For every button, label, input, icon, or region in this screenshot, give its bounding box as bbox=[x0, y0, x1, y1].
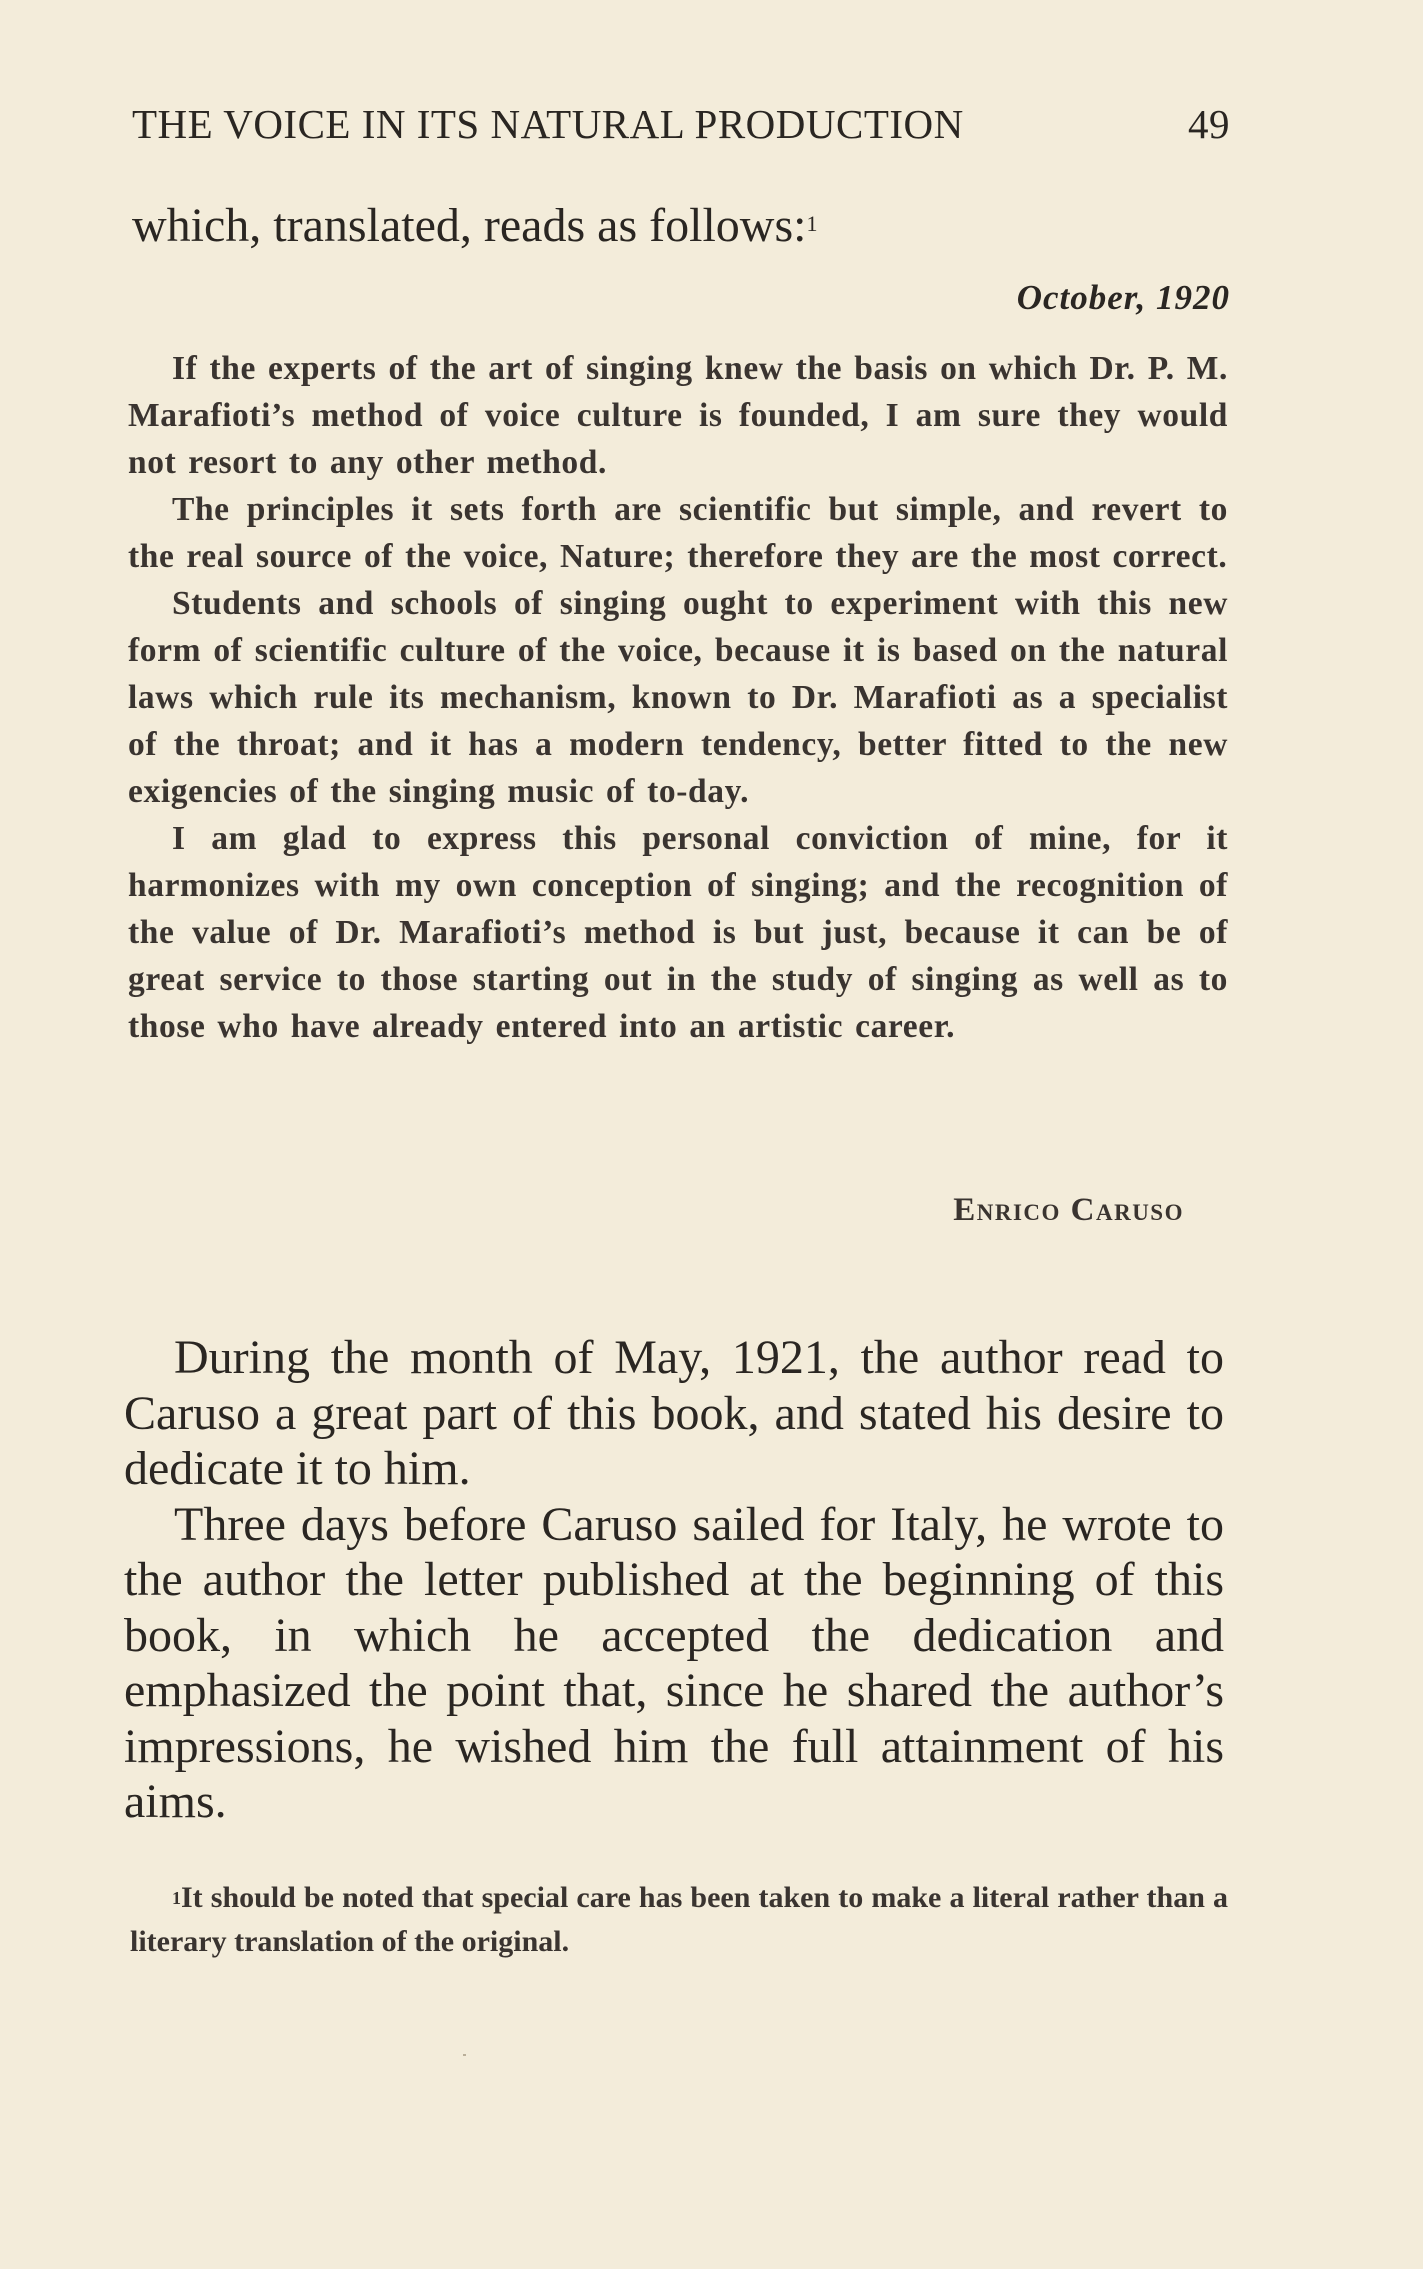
page-number: 49 bbox=[1188, 101, 1230, 147]
letter-paragraph: Students and schools of singing ought to experiment with this new form of scientific culture of the voice, because it is based on the natural laws which rule its mechanism, known to Dr. Marafioti as a specialist of the throat; and it has a modern tendency, better fitted to the new exigencies of the singing music of to-day. bbox=[128, 585, 1228, 810]
narrative-paragraph: Three days before Caruso sailed for Italy, he wrote to the author the letter published at the beginning of this book, in which he accepted the dedication and emphasized the point that, since he shared the author’s impressions, he wished him the full attainment of his aims. bbox=[124, 1497, 1224, 1828]
footnote-mark: 1 bbox=[172, 1888, 181, 1908]
letter-paragraph: I am glad to express this personal conviction of mine, for it harmonizes with my own conception of singing; and the recognition of the value of Dr. Marafioti’s method is but just, because it can be of great service to those starting out in the study of singing as well as to those who have already entered into an artistic career. bbox=[128, 820, 1228, 1045]
paper-speck bbox=[463, 2054, 466, 2056]
letter-body bbox=[128, 345, 1228, 1050]
footnote-text: It should be noted that special care has been taken to make a literal rather than a literary translation of the original. bbox=[130, 1881, 1228, 1958]
letter-paragraph: The principles it sets forth are scientific but simple, and revert to the real source of the voice, Nature; therefore they are the most correct. bbox=[128, 491, 1228, 575]
intro-text: which, translated, reads as follows: bbox=[132, 199, 807, 252]
letter-paragraph: If the experts of the art of singing knew the basis on which Dr. P. M. Marafioti’s method of voice culture is founded, I am sure they would not resort to any other method. bbox=[128, 350, 1228, 481]
narrative-paragraph: During the month of May, 1921, the author read to Caruso a great part of this book, and stated his desire to dedicate it to him. bbox=[124, 1331, 1224, 1495]
footnote-reference: 1 bbox=[806, 211, 818, 236]
letter-signature: Enrico Caruso bbox=[953, 1192, 1184, 1228]
intro-line bbox=[132, 196, 1230, 256]
narrative-body bbox=[124, 1330, 1224, 1830]
footnote bbox=[130, 1876, 1228, 1964]
running-head bbox=[132, 100, 1230, 150]
running-title: THE VOICE IN ITS NATURAL PRODUCTION bbox=[132, 101, 964, 147]
letter-date: October, 1920 bbox=[1016, 278, 1230, 317]
